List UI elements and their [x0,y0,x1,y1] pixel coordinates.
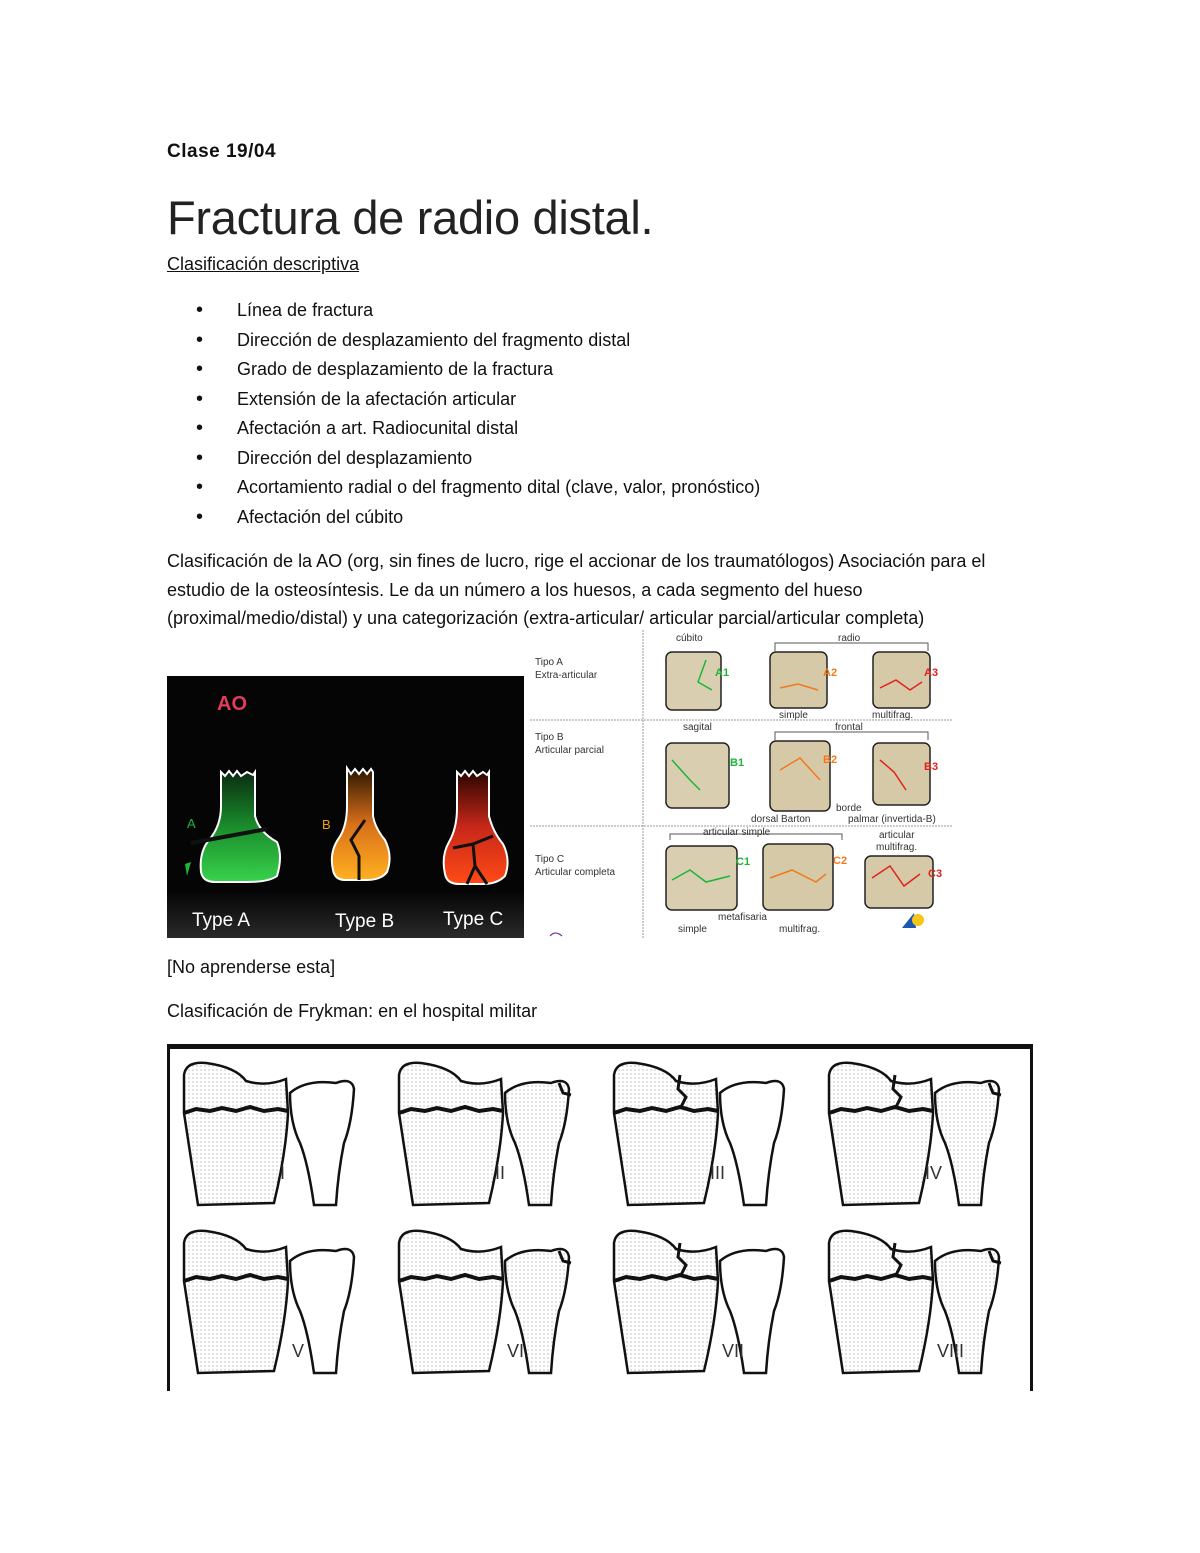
row-label-tipo-b: Tipo B [535,732,564,743]
list-item: • Dirección del desplazamiento [196,444,760,474]
radius-bone [829,1231,933,1373]
radius-bone [614,1063,718,1205]
frykman-type-6 [399,1231,571,1373]
letter-b: B [322,817,331,832]
list-item: • Dirección de desplazamiento del fragmento distal [196,326,760,356]
frykman-label: VI [507,1341,525,1361]
frykman-label: VIII [937,1341,965,1361]
radius-bone [614,1231,718,1373]
descriptive-subtitle: Clasificación descriptiva [167,254,360,274]
list-item: • Afectación a art. Radiocunital distal [196,414,760,444]
label-articular: articular [879,830,915,841]
header-radio: radio [838,633,861,644]
label-multifrag-c: multifrag. [876,842,918,853]
code-b3: B3 [924,761,939,773]
frykman-label: V [292,1341,305,1361]
label-simple-c: simple [678,924,707,935]
class-date: Clase 19/04 [167,141,277,162]
label-multifrag: multifrag. [872,710,914,721]
bone-a2 [770,652,827,708]
label-sagital: sagital [683,722,712,733]
frykman-type-5 [184,1231,354,1373]
frykman-type-7 [614,1231,784,1373]
ao-classification-table [530,630,953,938]
code-c2: C2 [833,855,848,867]
bone-type-a [201,771,280,882]
row-label-tipo-c: Tipo C [535,854,565,865]
frykman-label: II [495,1163,506,1183]
code-a1: A1 [715,667,730,679]
radius-bone [184,1231,288,1373]
radius-bone [184,1063,288,1205]
code-c3: C3 [928,868,943,880]
descriptive-list [196,296,760,532]
row-sub-tipo-c: Articular completa [535,867,616,878]
ulna-bone [290,1081,354,1205]
code-b1: B1 [730,757,745,769]
bone-b3 [873,743,930,805]
label-articular-simple: articular simple [703,827,771,838]
label-dorsal-barton: dorsal Barton [751,814,811,825]
frykman-caption: Clasificación de Frykman: en el hospital militar [167,1001,538,1021]
page-title: Fractura de radio distal. [167,191,654,244]
frykman-label: IV [925,1163,943,1183]
list-item: • Línea de fractura [196,296,760,326]
fragment-a [185,862,191,876]
ulna-bone [935,1081,999,1205]
label-borde: borde [836,803,862,814]
ulna-bone [720,1081,784,1205]
frykman-type-8 [829,1231,1001,1373]
ao-types-figure [167,676,524,938]
list-item: • Grado de desplazamiento de la fractura [196,355,760,385]
list-item: • Extensión de la afectación articular [196,385,760,415]
note-text: [No aprenderse esta] [167,957,336,977]
label-palmar: palmar (invertida-B) [848,814,936,825]
label-type-a: Type A [192,910,251,931]
header-cubito: cúbito [676,633,703,644]
frykman-type-4 [829,1063,1001,1205]
label-metafisaria: metafisaria [718,912,767,923]
bone-a3 [873,652,930,708]
label-type-c: Type C [443,909,504,930]
row-sub-tipo-b: Articular parcial [535,745,604,756]
code-a3: A3 [924,667,939,679]
list-item: • Acortamiento radial o del fragmento dital (clave, valor, pronóstico) [196,473,760,503]
label-type-b: Type B [335,911,395,932]
code-a2: A2 [823,667,838,679]
ao-paragraph: Clasificación de la AO (org, sin fines de lucro, rige el accionar de los traumatólogos) Asociación para el estudio de la osteosíntesis. Le da un número a los huesos, a cada segmento del hueso (proximal/medio/distal) y una categorización (extra-articular/ articular parcial/articular completa) [167,551,986,628]
frykman-label: VII [722,1341,745,1361]
bone-b2 [770,741,830,811]
row-sub-tipo-a: Extra-articular [535,670,598,681]
bone-a1 [666,652,721,710]
label-multifrag-c2: multifrag. [779,924,821,935]
frykman-type-3 [614,1063,784,1205]
code-c1: C1 [736,856,751,868]
bone-c3 [865,856,933,908]
label-frontal: frontal [835,722,863,733]
bone-b1 [666,743,729,808]
radius-bone [399,1063,506,1205]
row-label-tipo-a: Tipo A [535,657,563,668]
ulna-bone [505,1081,569,1205]
code-b2: B2 [823,754,838,766]
frykman-type-2 [399,1063,571,1205]
frykman-label: III [710,1163,726,1183]
label-simple: simple [779,710,808,721]
frykman-label: I [280,1163,286,1183]
letter-a: A [187,816,196,831]
list-item: • Afectación del cúbito [196,503,760,533]
ao-logo: AO [217,693,247,715]
frykman-type-1 [184,1063,354,1205]
radius-bone [829,1063,933,1205]
frykman-figure [167,1044,1033,1391]
radius-bone [399,1231,503,1373]
